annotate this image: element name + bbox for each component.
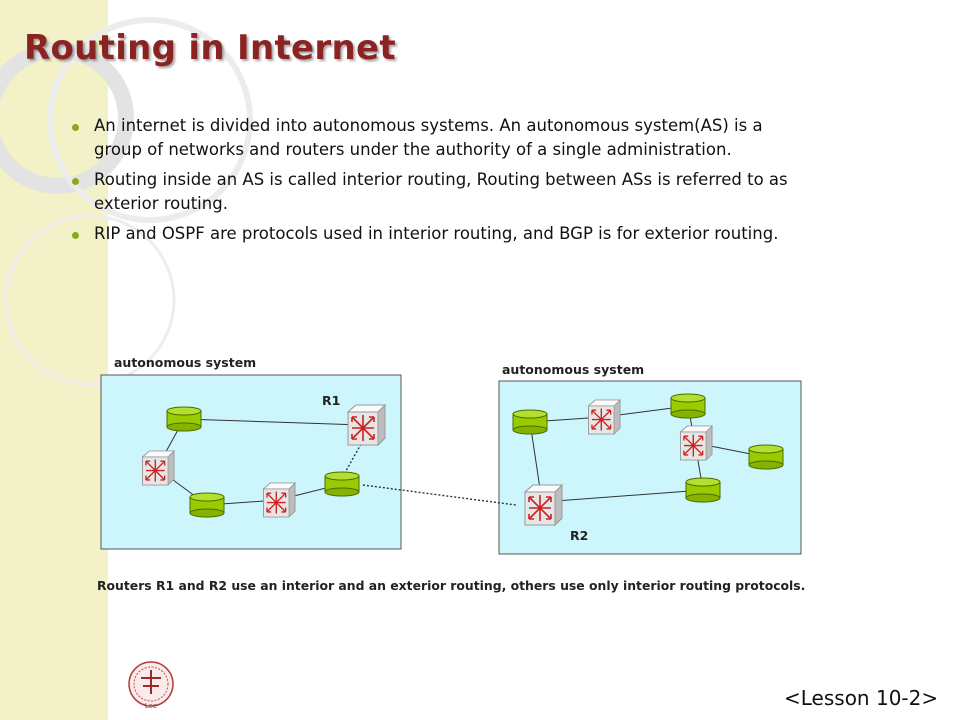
bullet-text: RIP and OSPF are protocols used in interior routing, and BGP is for exterior routing.	[94, 224, 779, 243]
slide-title: Routing in Internet	[24, 28, 396, 68]
network-cylinder-icon	[671, 394, 705, 418]
network-cylinder-icon	[325, 472, 359, 496]
router-icon	[264, 483, 295, 517]
network-cylinder-icon	[749, 445, 783, 469]
bullet-text: Routing inside an AS is called interior routing, Routing between ASs is referred to as exterior routing.	[94, 170, 788, 213]
seal-text: Lee	[144, 702, 158, 710]
bullet-text: An internet is divided into autonomous systems. An autonomous system(AS) is a group of networks and routers under the authority of a single administration.	[94, 116, 763, 159]
router-r1-label: R1	[322, 393, 341, 408]
network-cylinder-icon	[513, 410, 547, 434]
as-label-left: autonomous system	[114, 355, 257, 370]
router-icon	[681, 426, 712, 460]
router-r1-icon	[348, 405, 385, 445]
network-cylinder-icon	[686, 478, 720, 502]
router-r2-label: R2	[570, 528, 589, 543]
network-cylinder-icon	[190, 493, 224, 517]
as-label-right: autonomous system	[502, 362, 645, 377]
university-seal-icon	[127, 656, 175, 712]
router-icon	[143, 451, 174, 485]
router-icon	[589, 400, 620, 434]
router-r2-icon	[525, 485, 562, 525]
network-cylinder-icon	[167, 407, 201, 431]
diagram-caption: Routers R1 and R2 use an interior and an exterior routing, others use only interior routing protocols.	[97, 578, 806, 593]
lesson-footer: <Lesson 10-2>	[784, 686, 939, 710]
